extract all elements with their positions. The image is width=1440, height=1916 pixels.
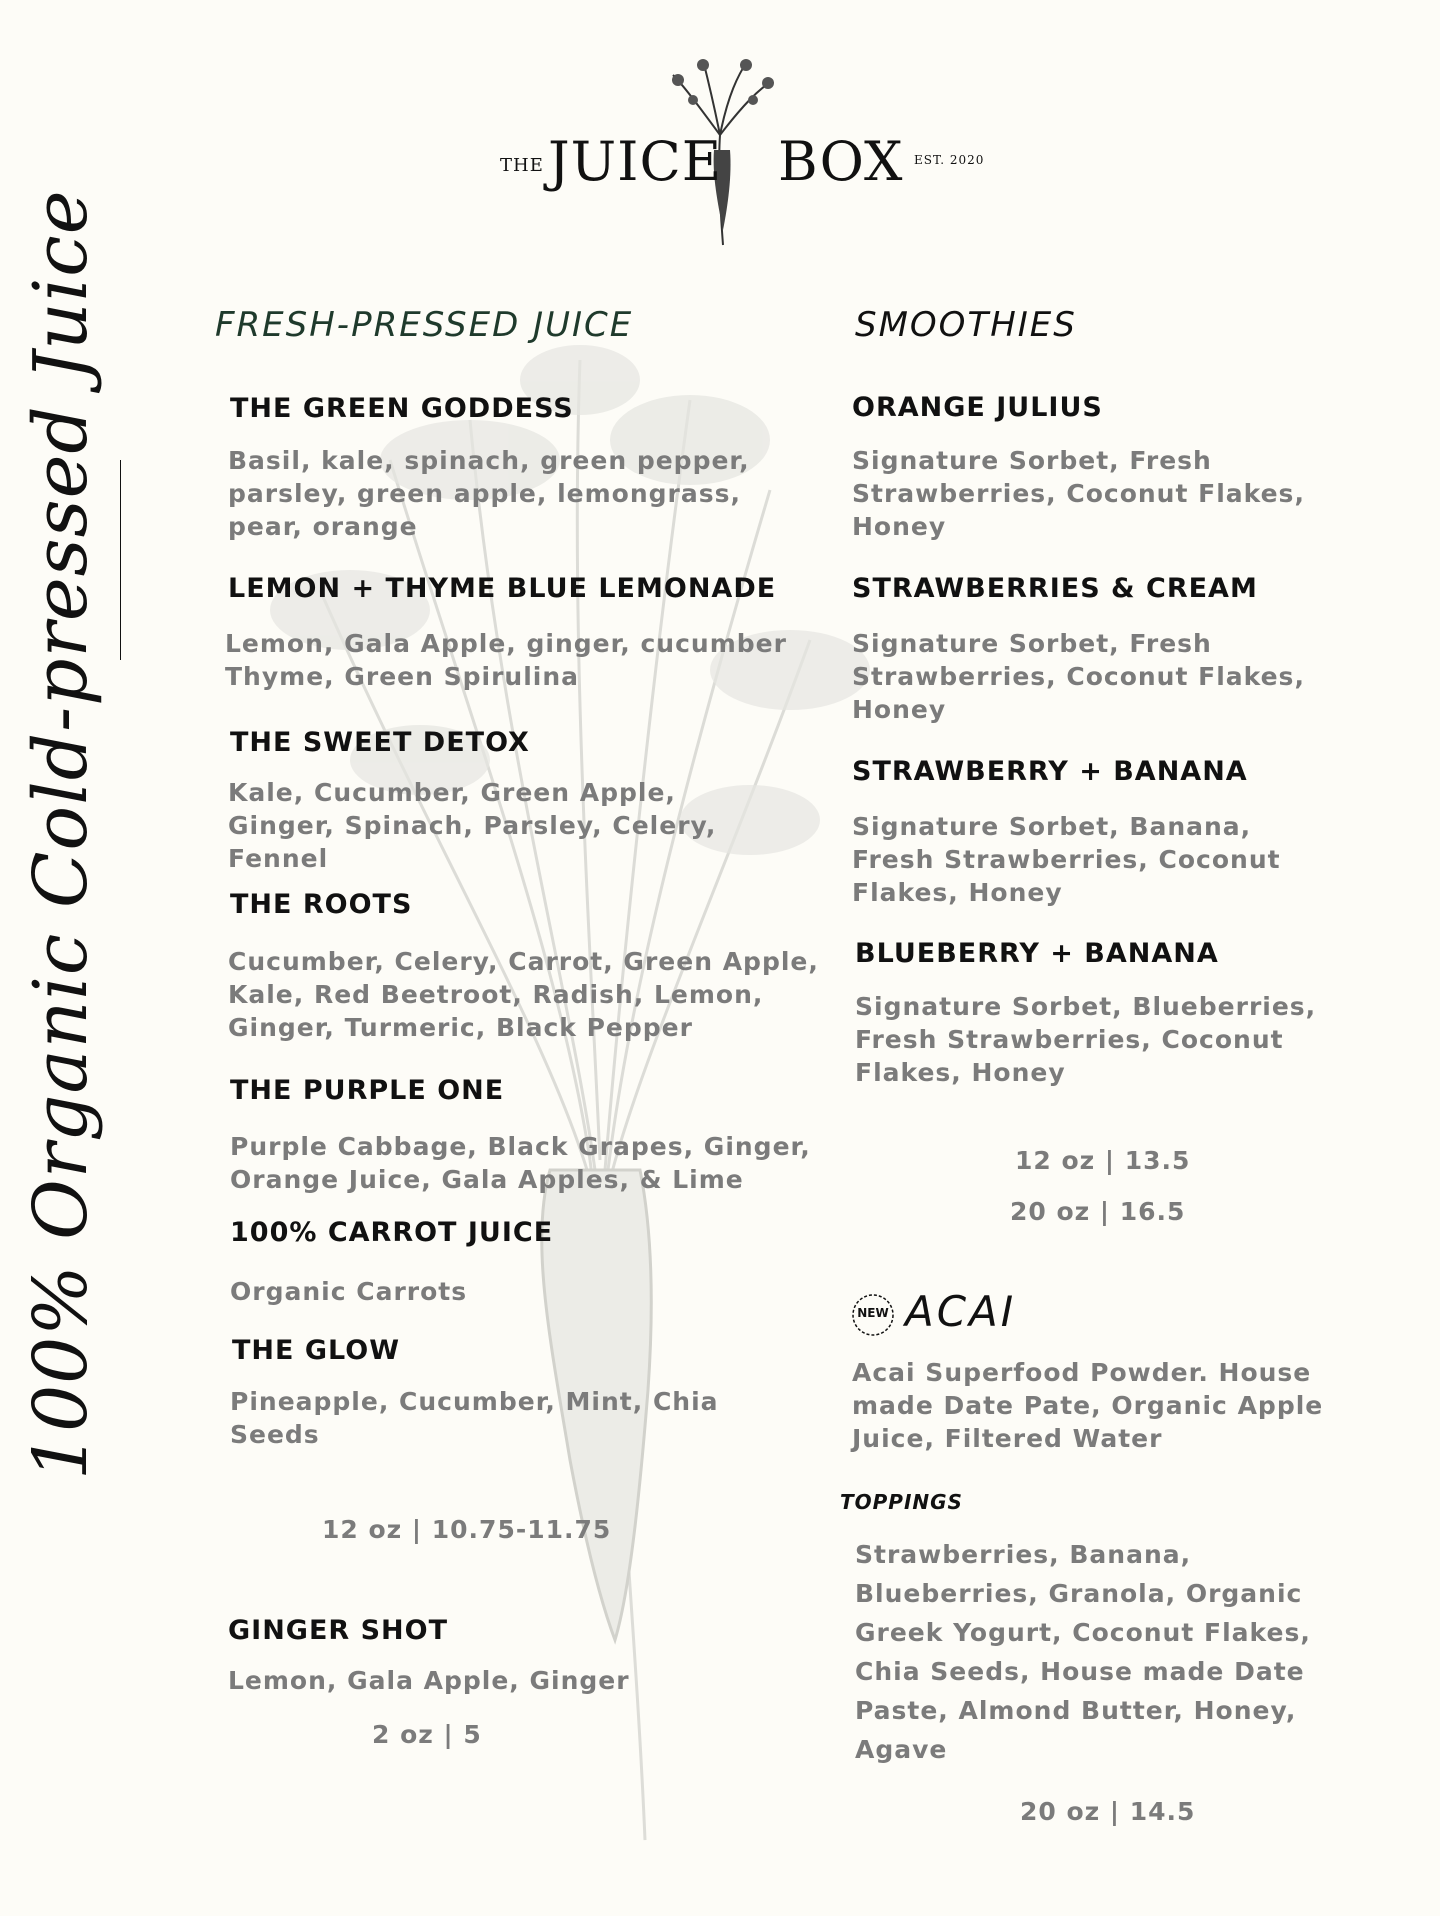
logo-box: BOX xyxy=(778,130,904,193)
acai-desc: Acai Superfood Powder. House made Date Pate, Organic Apple Juice, Filtered Water xyxy=(852,1358,1324,1453)
acai-title: ACAI xyxy=(905,1287,1017,1336)
smoothie-item-name: BLUEBERRY + BANANA xyxy=(855,938,1219,969)
tagline-line xyxy=(120,460,121,660)
smoothie-item-name: ORANGE JULIUS xyxy=(852,392,1103,423)
juice-item-name: THE PURPLE ONE xyxy=(230,1075,505,1106)
smoothie-price-20: 20 oz | 16.5 xyxy=(1010,1197,1186,1226)
logo-the: THE xyxy=(500,155,544,176)
smoothie-price-12: 12 oz | 13.5 xyxy=(1015,1146,1191,1175)
ginger-shot-name: GINGER SHOT xyxy=(228,1615,449,1646)
smoothies-section-title: SMOOTHIES xyxy=(855,305,1077,345)
juice-item-desc: Purple Cabbage, Black Grapes, Ginger, Orange Juice, Gala Apples, & Lime xyxy=(230,1132,811,1194)
smoothie-item-name: STRAWBERRY + BANANA xyxy=(852,756,1248,787)
juice-item-name: 100% CARROT JUICE xyxy=(230,1217,554,1248)
new-badge-label: NEW xyxy=(857,1306,889,1320)
smoothie-item-name: STRAWBERRIES & CREAM xyxy=(852,573,1258,604)
smoothie-item-desc: Signature Sorbet, Blueberries, Fresh Strawberries, Coconut Flakes, Honey xyxy=(855,992,1317,1087)
juice-item-desc: Cucumber, Celery, Carrot, Green Apple, Kale, Red Beetroot, Radish, Lemon, Ginger, Turmeric, Black Pepper xyxy=(228,947,819,1042)
juice-item-desc: Organic Carrots xyxy=(230,1277,468,1306)
juice-item-name: THE GLOW xyxy=(232,1335,400,1366)
logo-est: EST. 2020 xyxy=(914,153,985,167)
smoothie-item-desc: Signature Sorbet, Fresh Strawberries, Coconut Flakes, Honey xyxy=(852,629,1305,724)
new-badge xyxy=(850,1292,896,1338)
vertical-tagline: 100% Organic Cold-pressed Juice xyxy=(18,189,104,1480)
juice-item-name: THE SWEET DETOX xyxy=(230,727,530,758)
juice-price: 12 oz | 10.75-11.75 xyxy=(322,1515,612,1544)
smoothie-item-desc: Signature Sorbet, Fresh Strawberries, Coconut Flakes, Honey xyxy=(852,446,1305,541)
toppings-label: TOPPINGS xyxy=(840,1490,963,1514)
ginger-shot-price: 2 oz | 5 xyxy=(372,1720,482,1749)
ginger-shot-desc: Lemon, Gala Apple, Ginger xyxy=(228,1666,630,1695)
acai-price: 20 oz | 14.5 xyxy=(1020,1797,1196,1826)
smoothie-item-desc: Signature Sorbet, Banana, Fresh Strawberries, Coconut Flakes, Honey xyxy=(852,812,1281,907)
juice-item-name: THE ROOTS xyxy=(230,889,413,920)
juice-item-name: LEMON + THYME BLUE LEMONADE xyxy=(228,573,777,604)
juice-item-desc: Lemon, Gala Apple, ginger, cucumber Thyme, Green Spirulina xyxy=(225,629,787,691)
juice-item-desc: Basil, kale, spinach, green pepper, parsley, green apple, lemongrass, pear, orange xyxy=(228,446,750,541)
juice-section-title: FRESH-PRESSED JUICE xyxy=(215,305,634,345)
juice-item-desc: Kale, Cucumber, Green Apple, Ginger, Spinach, Parsley, Celery, Fennel xyxy=(228,778,717,873)
logo-juice: JUICE xyxy=(548,130,723,193)
juice-item-name: THE GREEN GODDESS xyxy=(230,393,574,424)
juice-item-desc: Pineapple, Cucumber, Mint, Chia Seeds xyxy=(230,1387,719,1449)
brand-logo xyxy=(490,55,990,255)
toppings-list: Strawberries, Banana, Blueberries, Granola, Organic Greek Yogurt, Coconut Flakes, Chia Seeds, House made Date Paste, Almond Butter, Honey, Agave xyxy=(855,1540,1311,1764)
